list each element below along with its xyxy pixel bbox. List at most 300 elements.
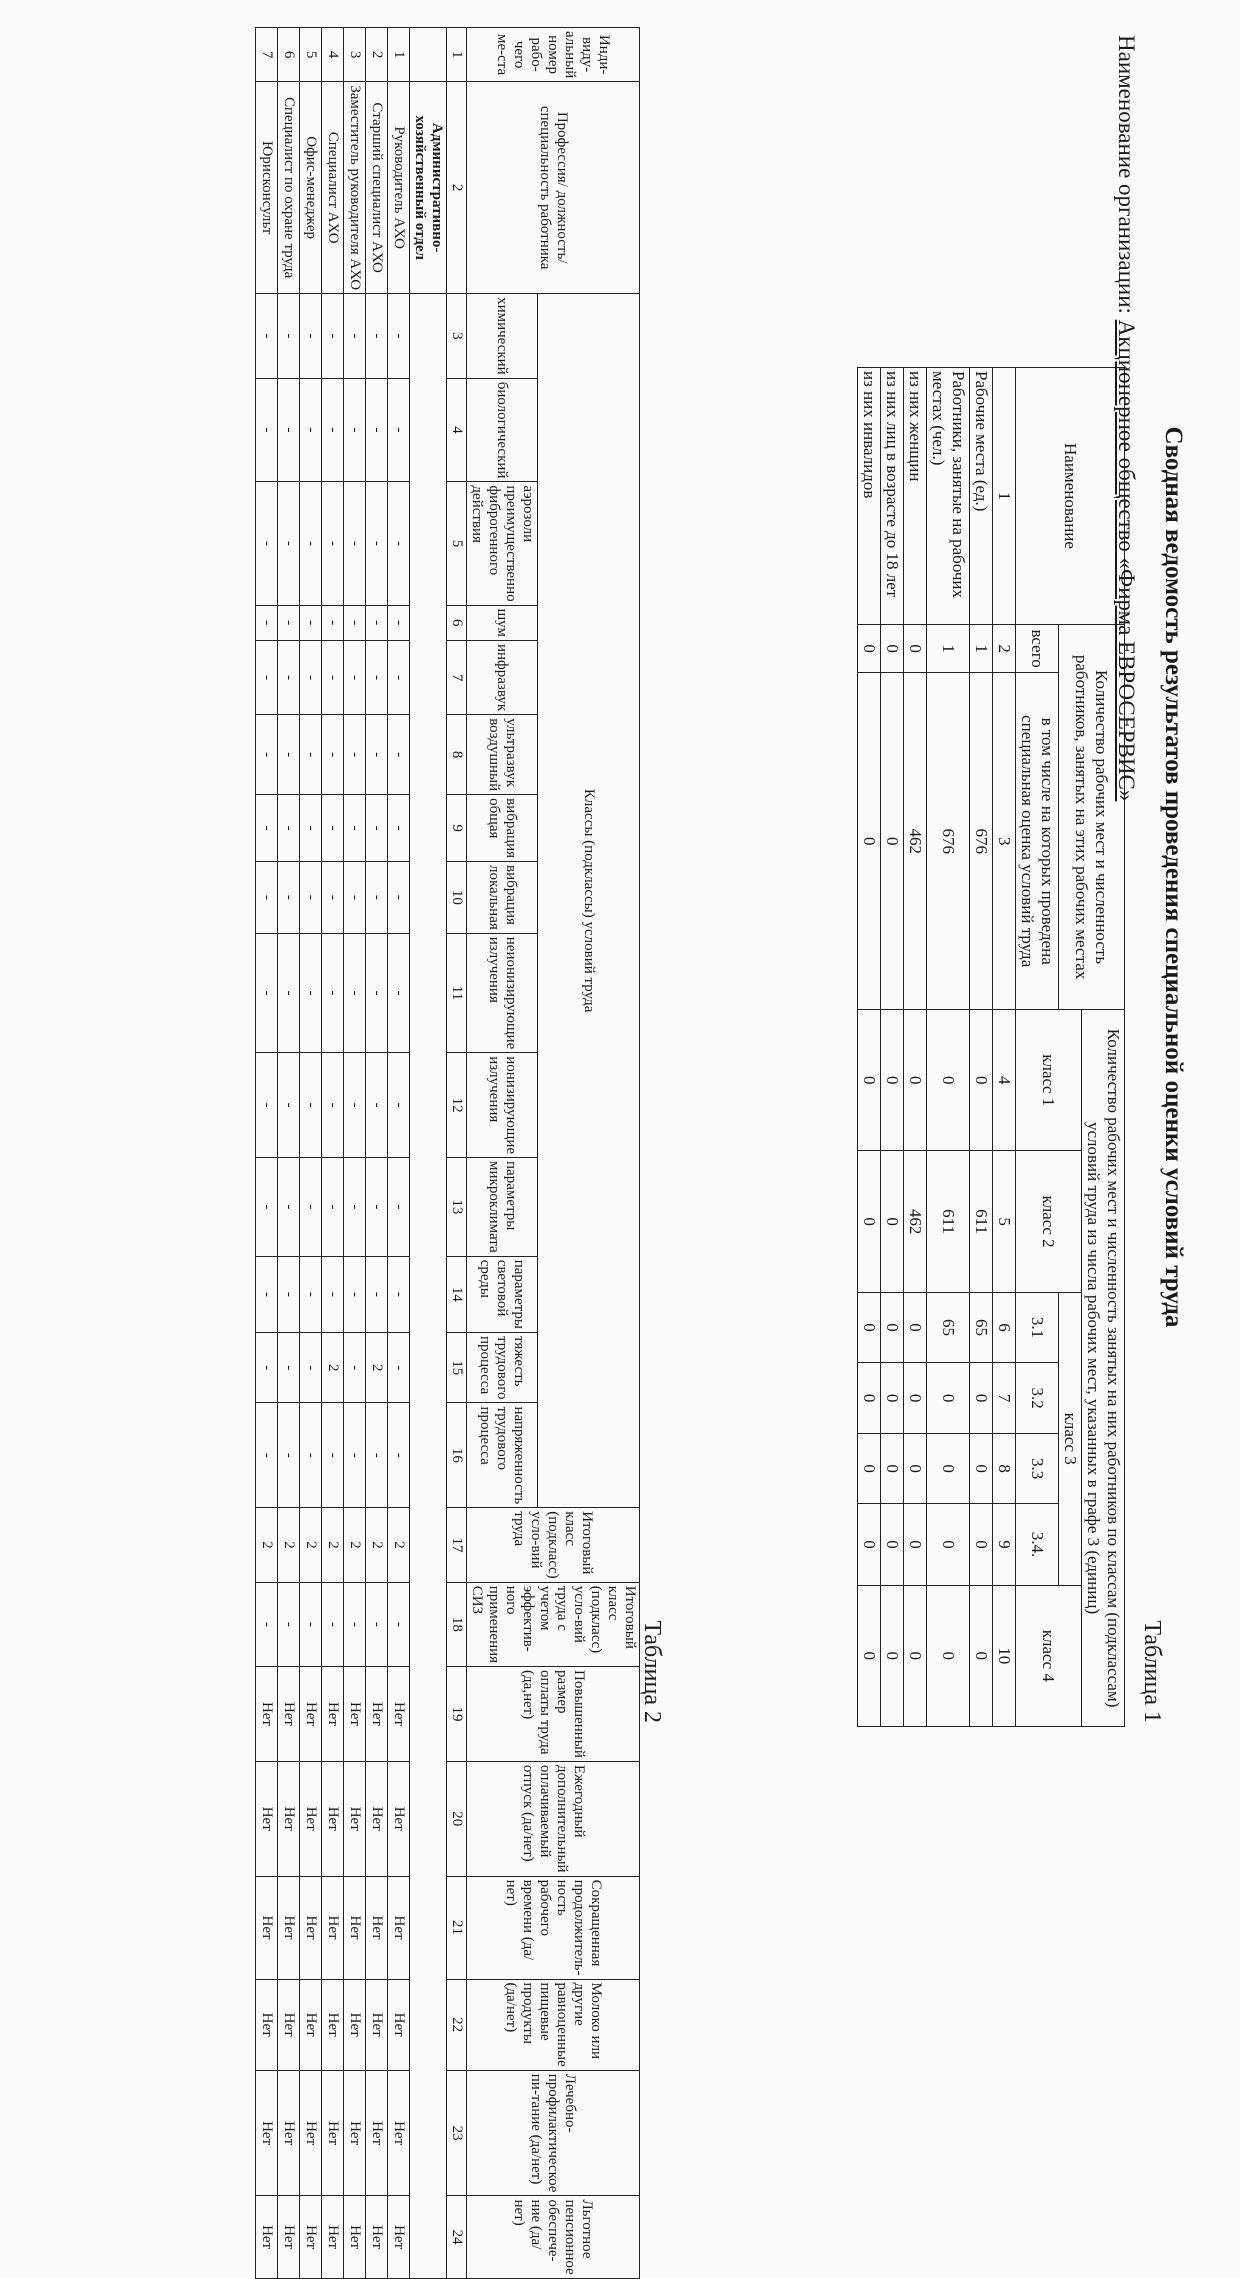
t1-header-class2: класс 2: [1016, 1151, 1082, 1292]
t1-cell: 0: [927, 1433, 970, 1504]
t1-column-number: 3: [993, 673, 1016, 1010]
t1-cell: 0: [904, 1363, 927, 1434]
t2-factor-header: параметры световой среды: [467, 1256, 538, 1332]
t2-cell: -: [344, 862, 366, 934]
t2-cell: -: [278, 1403, 300, 1508]
t1-header-name: Наименование: [1016, 368, 1125, 625]
t2-row-profession: Юрисконсульт: [256, 82, 278, 294]
t2-cell: -: [388, 294, 410, 379]
t2-cell: Нет: [388, 1876, 410, 1979]
t1-cell: 0: [904, 1585, 927, 1726]
t2-result-header: Лечебно-профилактическое пи-тание (да/нет): [467, 2070, 640, 2196]
t2-cell: -: [278, 1158, 300, 1257]
t2-cell: Нет: [388, 1979, 410, 2070]
t2-cell: -: [366, 1403, 388, 1508]
t2-cell: -: [256, 1333, 278, 1403]
t2-column-number: 12: [447, 1053, 467, 1158]
t2-cell: -: [366, 1256, 388, 1332]
t2-cell: -: [300, 1333, 322, 1403]
t1-cell: 0: [970, 1585, 993, 1726]
t2-cell: Нет: [278, 1667, 300, 1762]
t2-cell: Нет: [344, 1667, 366, 1762]
t2-cell: Нет: [322, 1876, 344, 1979]
t2-cell: -: [256, 1158, 278, 1257]
t2-cell: Нет: [366, 1667, 388, 1762]
t2-section-title: Административно-хозяйственный отдел: [410, 82, 447, 294]
t2-cell: -: [388, 1053, 410, 1158]
t1-header-assessed: в том числе на которых проведена специальная оценка условий труда: [1016, 673, 1059, 1010]
t1-cell: 0: [927, 1585, 970, 1726]
t2-cell: -: [322, 1403, 344, 1508]
t2-header-profession: Профессия/ должность/ специальность работника: [467, 82, 640, 294]
t1-cell: 0: [881, 673, 904, 1010]
t2-cell: -: [278, 933, 300, 1052]
t1-header-count-group: Количество рабочих мест и численность работников, занятых на этих рабочих местах: [1059, 625, 1125, 1010]
t2-cell: Нет: [278, 1761, 300, 1876]
t2-cell: -: [388, 795, 410, 862]
t2-cell: -: [388, 605, 410, 640]
t1-cell: 65: [927, 1292, 970, 1363]
t2-cell: -: [344, 1333, 366, 1403]
t2-cell: -: [366, 482, 388, 605]
t2-cell: -: [256, 605, 278, 640]
t1-cell: 0: [881, 1010, 904, 1151]
t1-header-class1: класс 1: [1016, 1010, 1082, 1151]
t2-cell: -: [322, 378, 344, 482]
t1-cell: 0: [858, 1010, 881, 1151]
t1-row: [970, 368, 993, 1727]
t2-result-header: Повышенный размер оплаты труда (да,нет): [467, 1667, 640, 1762]
t2-cell: -: [344, 378, 366, 482]
t2-column-number: 20: [447, 1761, 467, 1876]
t2-cell: Нет: [366, 2070, 388, 2196]
t1-cell: 0: [881, 1504, 904, 1585]
t2-cell: -: [322, 933, 344, 1052]
t2-factor-header: инфразвук: [467, 640, 538, 714]
t2-row-id: 2: [366, 28, 388, 82]
t2-cell: -: [256, 1256, 278, 1332]
t2-cell: Нет: [256, 1667, 278, 1762]
t2-cell: -: [344, 640, 366, 714]
t1-cell: 1: [970, 625, 993, 673]
t2-cell: -: [344, 715, 366, 795]
t2-column-number: 15: [447, 1333, 467, 1403]
t2-cell: -: [344, 1582, 366, 1666]
t2-row: [366, 28, 388, 2279]
t1-cell: 0: [881, 1585, 904, 1726]
t2-row-profession: Старший специалист АХО: [366, 82, 388, 294]
t2-cell: -: [300, 862, 322, 934]
t2-cell: Нет: [388, 1667, 410, 1762]
t2-column-numbers: [447, 28, 467, 2279]
t1-column-number: 2: [993, 625, 1016, 673]
t2-cell: Нет: [322, 1667, 344, 1762]
t1-header-c31: 3.1: [1016, 1292, 1059, 1363]
t2-cell: -: [388, 862, 410, 934]
t2-factor-header: биологический: [467, 378, 538, 482]
t2-cell: Нет: [256, 1979, 278, 2070]
t2-cell: -: [256, 1582, 278, 1666]
t1-cell: 0: [927, 1010, 970, 1151]
t2-column-number: 13: [447, 1158, 467, 1257]
t1-cell: 0: [858, 1292, 881, 1363]
t2-cell: -: [366, 294, 388, 379]
t1-row-name: Рабочие места (ед.): [970, 368, 993, 625]
t1-cell: 0: [858, 1363, 881, 1434]
t2-cell: 2: [366, 1333, 388, 1403]
t1-column-number: 4: [993, 1010, 1016, 1151]
t1-cell: 0: [970, 1433, 993, 1504]
t1-cell: 0: [970, 1363, 993, 1434]
t2-cell: -: [300, 1158, 322, 1257]
t2-row-profession: Офис-менеджер: [300, 82, 322, 294]
t1-column-number: 8: [993, 1433, 1016, 1504]
t2-cell: -: [256, 862, 278, 934]
t2-cell: -: [322, 1053, 344, 1158]
t2-cell: -: [256, 1403, 278, 1508]
t2-factor-header: ультразвук воздушный: [467, 715, 538, 795]
t1-cell: 0: [858, 673, 881, 1010]
t2-column-number: 9: [447, 795, 467, 862]
t1-header-class3: класс 3: [1059, 1292, 1082, 1585]
t1-cell: 65: [970, 1292, 993, 1363]
t2-cell: -: [300, 795, 322, 862]
t2-cell: Нет: [366, 2196, 388, 2278]
t2-cell: -: [366, 1053, 388, 1158]
t2-cell: Нет: [300, 2196, 322, 2278]
t2-column-number: 3: [447, 294, 467, 379]
t2-cell: -: [278, 715, 300, 795]
t2-row-profession: Специалист по охране труда: [278, 82, 300, 294]
t2-column-number: 4: [447, 378, 467, 482]
t2-column-number: 24: [447, 2196, 467, 2278]
t2-cell: Нет: [300, 2070, 322, 2196]
t2-cell: -: [300, 933, 322, 1052]
t2-cell: -: [300, 1053, 322, 1158]
t2-cell: -: [388, 715, 410, 795]
t1-column-number: 10: [993, 1585, 1016, 1726]
t2-cell: -: [278, 1053, 300, 1158]
t2-cell: 2: [344, 1508, 366, 1582]
t2-column-number: 23: [447, 2070, 467, 2196]
t2-cell: 2: [300, 1508, 322, 1582]
organization-name: Акционерное общество «Фирма ЕВРОСЕРВИС»: [1114, 319, 1139, 802]
t1-cell: 611: [927, 1151, 970, 1292]
t2-cell: -: [388, 1333, 410, 1403]
t2-result-header: Ежегодный дополнительный оплачиваемый отпуск (да/нет): [467, 1761, 640, 1876]
t1-cell: 0: [858, 1504, 881, 1585]
t2-cell: Нет: [278, 1979, 300, 2070]
t2-cell: -: [344, 294, 366, 379]
t2-cell: -: [366, 378, 388, 482]
t2-cell: -: [322, 605, 344, 640]
t2-row-id: 5: [300, 28, 322, 82]
t2-cell: Нет: [322, 1979, 344, 2070]
t2-cell: -: [300, 605, 322, 640]
t2-cell: -: [344, 482, 366, 605]
t2-cell: -: [322, 640, 344, 714]
t2-cell: Нет: [366, 1761, 388, 1876]
t1-column-number: 6: [993, 1292, 1016, 1363]
t1-header-c34: 3.4.: [1016, 1504, 1059, 1585]
t2-row: [256, 28, 278, 2279]
t2-cell: -: [366, 862, 388, 934]
t2-column-number: 14: [447, 1256, 467, 1332]
t2-cell: -: [322, 294, 344, 379]
t2-cell: Нет: [300, 1667, 322, 1762]
t2-column-number: 22: [447, 1979, 467, 2070]
t2-row: [344, 28, 366, 2279]
t2-cell: -: [388, 933, 410, 1052]
t2-cell: -: [278, 640, 300, 714]
t1-header-c33: 3.3: [1016, 1433, 1059, 1504]
t2-factor-header: ионизирующие излучения: [467, 1053, 538, 1158]
t2-cell: Нет: [322, 2070, 344, 2196]
t2-cell: -: [256, 640, 278, 714]
t1-cell: 0: [927, 1363, 970, 1434]
t1-column-number: 5: [993, 1151, 1016, 1292]
t2-cell: 2: [366, 1508, 388, 1582]
t2-cell: -: [278, 294, 300, 379]
t2-cell: 2: [322, 1333, 344, 1403]
t2-row-profession: Руководитель АХО: [388, 82, 410, 294]
t2-cell: -: [366, 795, 388, 862]
t2-cell: -: [300, 640, 322, 714]
t2-column-number: 17: [447, 1508, 467, 1582]
t2-cell: -: [322, 862, 344, 934]
t2-cell: Нет: [256, 2196, 278, 2278]
t2-cell: Нет: [278, 2070, 300, 2196]
t2-cell: -: [300, 294, 322, 379]
t2-cell: Нет: [344, 1876, 366, 1979]
t2-cell: -: [278, 605, 300, 640]
t2-column-number: 2: [447, 82, 467, 294]
t2-result-header: Льготное пенсионное обеспече-ние (да/нет): [467, 2196, 640, 2278]
t2-cell: -: [366, 933, 388, 1052]
t1-header-total: всего: [1016, 625, 1059, 673]
t2-cell: Нет: [256, 1761, 278, 1876]
t2-header-id: Инди-виду-альный номер рабо-чего ме-ста: [467, 28, 640, 82]
t2-cell: -: [322, 1158, 344, 1257]
t2-factor-header: параметры микроклимата: [467, 1158, 538, 1257]
t2-cell: -: [388, 640, 410, 714]
t2-cell: -: [256, 933, 278, 1052]
t1-header-c32: 3.2: [1016, 1363, 1059, 1434]
t2-cell: -: [256, 294, 278, 379]
t1-row-name: из них инвалидов: [858, 368, 881, 625]
t2-cell: Нет: [300, 1979, 322, 2070]
t2-column-number: 18: [447, 1582, 467, 1666]
t1-cell: 0: [904, 625, 927, 673]
t1-cell: 0: [858, 625, 881, 673]
t1-column-number: 7: [993, 1363, 1016, 1434]
t2-cell: -: [366, 1158, 388, 1257]
t1-cell: 0: [904, 1292, 927, 1363]
t2-row: [300, 28, 322, 2279]
t2-result-header: Итоговый класс (подкласс) усло-вий труда с учетом эффектив-ного применения СИЗ: [467, 1582, 640, 1666]
t1-cell: 0: [881, 625, 904, 673]
t2-column-number: 21: [447, 1876, 467, 1979]
t1-column-number: 1: [993, 368, 1016, 625]
t1-cell: 611: [970, 1151, 993, 1292]
t2-factor-header: неионизирующие излучения: [467, 933, 538, 1052]
t2-cell: Нет: [256, 2070, 278, 2196]
t2-cell: Нет: [388, 2070, 410, 2196]
t2-column-number: 1: [447, 28, 467, 82]
t2-cell: -: [388, 482, 410, 605]
t2-cell: -: [388, 1158, 410, 1257]
t2-cell: -: [300, 715, 322, 795]
t2-cell: -: [322, 795, 344, 862]
t2-cell: -: [256, 795, 278, 862]
t2-cell: Нет: [366, 1979, 388, 2070]
workplace-table: [255, 27, 640, 2279]
t1-cell: 0: [881, 1363, 904, 1434]
t1-cell: 676: [927, 673, 970, 1010]
t2-row-id: 6: [278, 28, 300, 82]
t1-column-number: 9: [993, 1504, 1016, 1585]
t2-factor-header: напряженность трудового процесса: [467, 1403, 538, 1508]
t2-row: [388, 28, 410, 2279]
t2-cell: -: [278, 1333, 300, 1403]
t2-cell: -: [366, 605, 388, 640]
t1-cell: 0: [881, 1292, 904, 1363]
t2-cell: -: [322, 1256, 344, 1332]
t1-row: [927, 368, 970, 1727]
document-sheet: [45, 27, 1195, 2275]
t2-cell: -: [366, 1582, 388, 1666]
organization-label: Наименование организации:: [1114, 35, 1139, 314]
t2-header-classes-group: Классы (подклассы) условий труда: [538, 294, 640, 1508]
t2-cell: -: [322, 715, 344, 795]
t2-column-number: 16: [447, 1403, 467, 1508]
t2-factor-header: химический: [467, 294, 538, 379]
t2-cell: -: [344, 795, 366, 862]
t1-cell: 0: [927, 1504, 970, 1585]
t2-cell: -: [256, 482, 278, 605]
t2-cell: -: [256, 378, 278, 482]
t2-row: [322, 28, 344, 2279]
t1-header-class4: класс 4: [1016, 1585, 1082, 1726]
t2-result-header: Молоко или другие равноценные пищевые продукты (да/нет): [467, 1979, 640, 2070]
t2-row-id: 3: [344, 28, 366, 82]
t2-cell: Нет: [278, 2196, 300, 2278]
t2-cell: Нет: [366, 1876, 388, 1979]
t2-factor-header: шум: [467, 605, 538, 640]
t2-cell: 2: [322, 1508, 344, 1582]
t1-cell: 676: [970, 673, 993, 1010]
t2-factor-header: вибрация общая: [467, 795, 538, 862]
t2-cell: -: [300, 482, 322, 605]
t1-cell: 0: [970, 1504, 993, 1585]
t1-row-name: из них женщин: [904, 368, 927, 625]
t1-row: [858, 368, 881, 1727]
t2-cell: -: [322, 482, 344, 605]
t2-cell: -: [256, 715, 278, 795]
t2-row-profession: Заместитель руководителя АХО: [344, 82, 366, 294]
t1-column-numbers: [993, 368, 1016, 1727]
t2-cell: -: [278, 1582, 300, 1666]
t2-cell: -: [278, 862, 300, 934]
t1-row-name: Работники, занятые на рабочих местах (чел.): [927, 368, 970, 625]
t2-cell: -: [344, 933, 366, 1052]
t2-column-number: 6: [447, 605, 467, 640]
t2-row-id: 4: [322, 28, 344, 82]
t2-cell: -: [278, 378, 300, 482]
t2-column-number: 7: [447, 640, 467, 714]
t2-cell: -: [388, 1582, 410, 1666]
t2-cell: -: [344, 605, 366, 640]
t2-cell: -: [388, 378, 410, 482]
t1-cell: 0: [904, 1433, 927, 1504]
t2-cell: -: [344, 1158, 366, 1257]
t2-column-number: 10: [447, 862, 467, 934]
t2-factor-header: тяжесть трудового процесса: [467, 1333, 538, 1403]
table1-label: Таблица 1: [1139, 1620, 1165, 1723]
t1-header-class-group: Количество рабочих мест и численность занятых на них работников по классам (подклассам) условий труда из числа рабочих мест, указанных в графе 3 (единиц): [1082, 1010, 1125, 1727]
t2-result-header: Итоговый класс (подкласс) усло-вий труда: [467, 1508, 640, 1582]
t2-cell: -: [366, 640, 388, 714]
t2-cell: -: [388, 1403, 410, 1508]
t2-cell: -: [278, 795, 300, 862]
t1-cell: 0: [858, 1585, 881, 1726]
t2-cell: -: [344, 1053, 366, 1158]
t2-cell: -: [366, 715, 388, 795]
t2-cell: -: [300, 1256, 322, 1332]
t2-cell: Нет: [322, 1761, 344, 1876]
t2-cell: -: [300, 378, 322, 482]
t2-cell: Нет: [300, 1876, 322, 1979]
t2-cell: Нет: [344, 2196, 366, 2278]
t2-cell: 2: [256, 1508, 278, 1582]
t2-cell: -: [278, 1256, 300, 1332]
t2-row: [278, 28, 300, 2279]
t2-row-id: 1: [388, 28, 410, 82]
t2-column-number: 11: [447, 933, 467, 1052]
t2-cell: 2: [278, 1508, 300, 1582]
t2-cell: Нет: [344, 2070, 366, 2196]
t1-row: [904, 368, 927, 1727]
t2-cell: -: [300, 1403, 322, 1508]
t1-cell: 0: [881, 1151, 904, 1292]
t2-factor-header: аэрозоли преимущественно фиброгенного действия: [467, 482, 538, 605]
t2-cell: Нет: [388, 1761, 410, 1876]
t2-cell: -: [278, 482, 300, 605]
t2-column-number: 5: [447, 482, 467, 605]
t2-factor-header: вибрация локальная: [467, 862, 538, 934]
t2-cell: -: [344, 1256, 366, 1332]
t2-cell: -: [256, 1053, 278, 1158]
t1-cell: 0: [904, 1010, 927, 1151]
t2-cell: 2: [388, 1508, 410, 1582]
t2-cell: -: [322, 1582, 344, 1666]
table2-label: Таблица 2: [639, 1620, 665, 1723]
t1-cell: 462: [904, 1151, 927, 1292]
t2-cell: Нет: [344, 1979, 366, 2070]
t2-cell: Нет: [256, 1876, 278, 1979]
t2-cell: -: [344, 1403, 366, 1508]
t2-cell: -: [300, 1582, 322, 1666]
t2-cell: -: [388, 1256, 410, 1332]
t2-column-number: 8: [447, 715, 467, 795]
t1-cell: 0: [970, 1010, 993, 1151]
t2-row-profession: Специалист АХО: [322, 82, 344, 294]
t2-cell: Нет: [322, 2196, 344, 2278]
t1-cell: 0: [904, 1504, 927, 1585]
document-title: Сводная ведомость результатов проведения специальной оценки условий труда: [1160, 426, 1187, 1328]
t2-cell: Нет: [388, 2196, 410, 2278]
t2-column-number: 19: [447, 1667, 467, 1762]
